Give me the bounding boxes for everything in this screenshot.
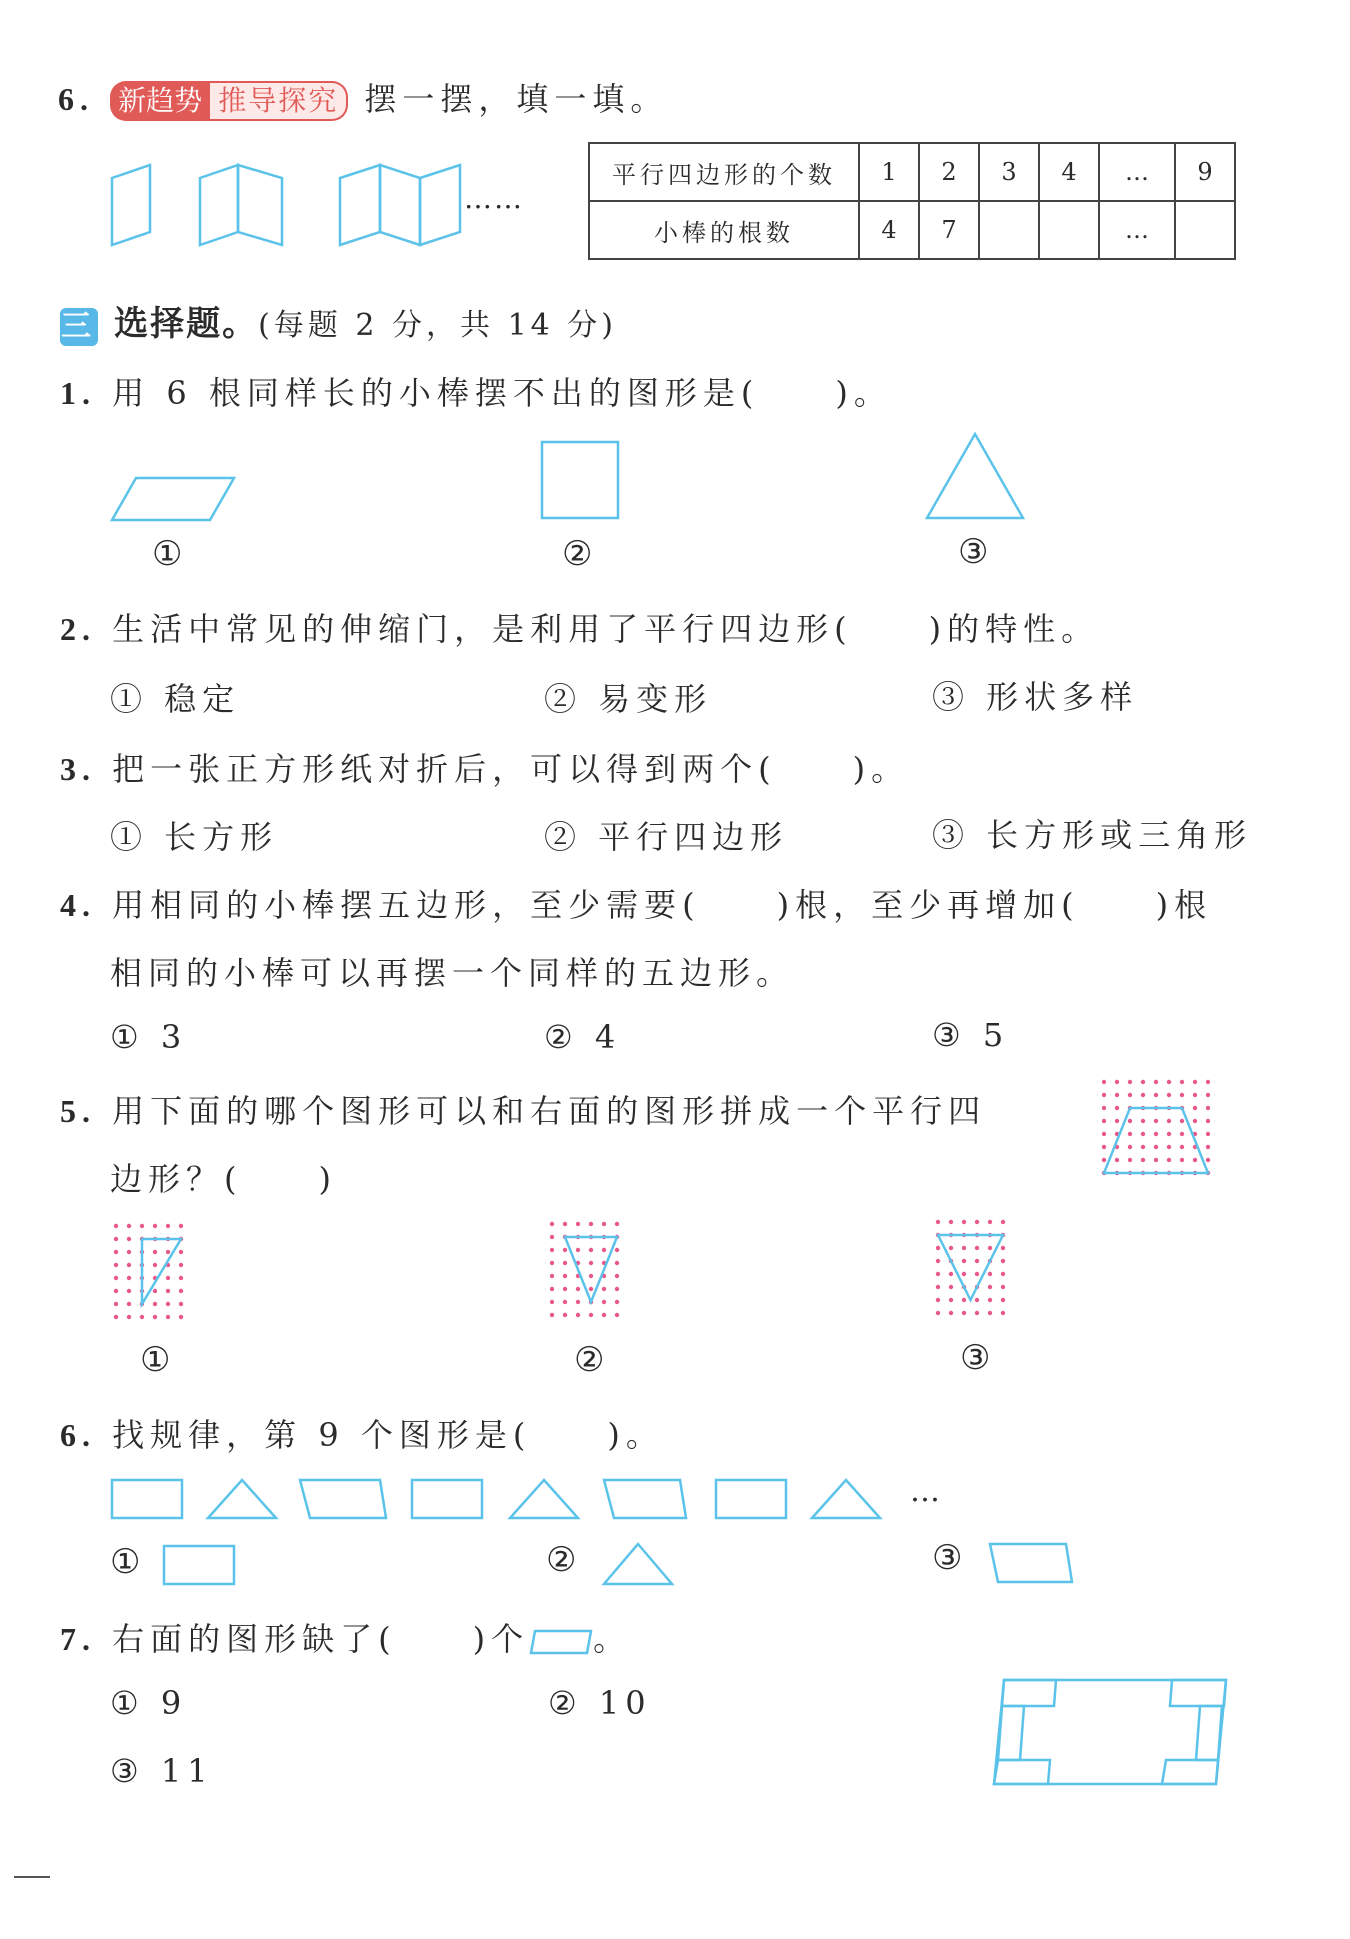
grid-dot bbox=[114, 1224, 118, 1228]
grid-dot bbox=[550, 1261, 554, 1265]
grid-dot bbox=[140, 1315, 144, 1319]
grid-dot bbox=[1154, 1080, 1158, 1084]
grid-dot bbox=[179, 1250, 183, 1254]
grid-dot bbox=[949, 1311, 953, 1315]
grid-dot bbox=[949, 1285, 953, 1289]
option-label[interactable]: ③ bbox=[960, 1338, 991, 1378]
grid-dot bbox=[1102, 1093, 1106, 1097]
grid-dot bbox=[153, 1224, 157, 1228]
grid-dot bbox=[114, 1289, 118, 1293]
small-parallelogram-icon bbox=[529, 1627, 593, 1657]
grid-dot bbox=[962, 1272, 966, 1276]
option[interactable]: ① 长方形 bbox=[110, 818, 279, 856]
option[interactable]: ① 3 bbox=[110, 1018, 188, 1056]
grid-dot bbox=[1154, 1145, 1158, 1149]
grid-dot bbox=[1128, 1119, 1132, 1123]
grid-dot bbox=[1180, 1119, 1184, 1123]
grid-dot bbox=[179, 1315, 183, 1319]
q6-top-line bbox=[58, 74, 668, 121]
grid-dot bbox=[1167, 1080, 1171, 1084]
grid-dot bbox=[114, 1302, 118, 1306]
continuation-dots: … bbox=[910, 1474, 940, 1509]
grid-dot bbox=[153, 1302, 157, 1306]
option[interactable]: ② 4 bbox=[544, 1018, 622, 1056]
grid-dot bbox=[179, 1289, 183, 1293]
grid-dot bbox=[1128, 1080, 1132, 1084]
grid-dot bbox=[1206, 1132, 1210, 1136]
q4-line bbox=[60, 880, 1212, 926]
grid-dot bbox=[1154, 1119, 1158, 1123]
triangle-outline bbox=[565, 1237, 617, 1302]
option[interactable]: ① 稳定 bbox=[110, 680, 241, 718]
grid-dot bbox=[127, 1263, 131, 1267]
grid-dot bbox=[949, 1220, 953, 1224]
grid-dot bbox=[576, 1287, 580, 1291]
grid-dot bbox=[166, 1315, 170, 1319]
grid-dot bbox=[936, 1298, 940, 1302]
grid-dot bbox=[1206, 1145, 1210, 1149]
grid-dot bbox=[962, 1311, 966, 1315]
grid-dot bbox=[1180, 1080, 1184, 1084]
grid-dot bbox=[1102, 1119, 1106, 1123]
grid-dot bbox=[127, 1224, 131, 1228]
question-number: 5. bbox=[60, 1093, 96, 1129]
grid-dot bbox=[179, 1224, 183, 1228]
grid-dot bbox=[1102, 1080, 1106, 1084]
continuation-dots: …… bbox=[464, 182, 524, 215]
grid-dot bbox=[166, 1276, 170, 1280]
grid-dot bbox=[1115, 1158, 1119, 1162]
grid-dot bbox=[1141, 1119, 1145, 1123]
grid-dot bbox=[975, 1272, 979, 1276]
triangle-option-shape bbox=[600, 1542, 676, 1588]
question-number: 1. bbox=[60, 375, 96, 411]
trapezoid-outline bbox=[1104, 1108, 1208, 1173]
grid-dot bbox=[589, 1313, 593, 1317]
grid-dot bbox=[153, 1315, 157, 1319]
grid-dot bbox=[563, 1248, 567, 1252]
grid-dot bbox=[153, 1289, 157, 1293]
grid-dot bbox=[1154, 1093, 1158, 1097]
grid-dot bbox=[550, 1300, 554, 1304]
option-label[interactable]: ① bbox=[152, 534, 183, 574]
grid-dot bbox=[550, 1274, 554, 1278]
grid-dot bbox=[1001, 1272, 1005, 1276]
grid-dot bbox=[1102, 1158, 1106, 1162]
question-text-end: 。 bbox=[593, 1620, 632, 1658]
table-cell: 4 bbox=[1039, 143, 1099, 201]
grid-dot bbox=[563, 1300, 567, 1304]
grid-dot bbox=[936, 1311, 940, 1315]
question-text: 把一张正方形纸对折后，可以得到两个( )。 bbox=[112, 750, 910, 788]
grid-dot bbox=[127, 1237, 131, 1241]
grid-dot bbox=[1102, 1145, 1106, 1149]
grid-dot bbox=[576, 1300, 580, 1304]
grid-dot bbox=[1141, 1145, 1145, 1149]
parallelogram-sequence-figure bbox=[100, 160, 460, 250]
section-header bbox=[60, 296, 617, 346]
grid-dot bbox=[602, 1287, 606, 1291]
grid-dot bbox=[1001, 1298, 1005, 1302]
grid-dot bbox=[1180, 1132, 1184, 1136]
grid-dot bbox=[615, 1222, 619, 1226]
grid-dot bbox=[114, 1237, 118, 1241]
grid-dot bbox=[1193, 1106, 1197, 1110]
grid-dot bbox=[936, 1285, 940, 1289]
question-number: 3. bbox=[60, 751, 96, 787]
table-cell: 9 bbox=[1175, 143, 1235, 201]
grid-dot bbox=[615, 1287, 619, 1291]
question-number: 4. bbox=[60, 887, 96, 923]
trapezoid-dot-grid-figure bbox=[1100, 1078, 1230, 1188]
option-label[interactable]: ② bbox=[546, 1540, 577, 1580]
q2-line bbox=[60, 604, 1099, 650]
grid-dot bbox=[988, 1220, 992, 1224]
new-trend-tag: 新趋势 bbox=[110, 81, 210, 121]
grid-dot bbox=[179, 1276, 183, 1280]
grid-dot bbox=[1115, 1080, 1119, 1084]
grid-dot bbox=[166, 1289, 170, 1293]
q6-line bbox=[60, 1410, 664, 1456]
question-type-tag: 推导探究 bbox=[210, 81, 348, 121]
grid-dot bbox=[1141, 1080, 1145, 1084]
table-cell: 4 bbox=[859, 201, 919, 259]
grid-dot bbox=[988, 1272, 992, 1276]
grid-dot bbox=[179, 1302, 183, 1306]
grid-dot bbox=[975, 1311, 979, 1315]
grid-dot bbox=[179, 1263, 183, 1267]
grid-dot bbox=[1128, 1093, 1132, 1097]
grid-dot bbox=[1128, 1145, 1132, 1149]
table-row-header: 平行四边形的个数 bbox=[589, 143, 859, 201]
grid-dot bbox=[602, 1248, 606, 1252]
question-text: 用下面的哪个图形可以和右面的图形拼成一个平行四 bbox=[112, 1092, 987, 1130]
grid-dot bbox=[936, 1246, 940, 1250]
grid-dot bbox=[550, 1235, 554, 1239]
grid-dot bbox=[550, 1287, 554, 1291]
grid-dot bbox=[1001, 1311, 1005, 1315]
parallelogram-option-shape bbox=[986, 1540, 1076, 1586]
grid-dot bbox=[1167, 1093, 1171, 1097]
grid-dot bbox=[576, 1248, 580, 1252]
grid-dot bbox=[576, 1222, 580, 1226]
q5-line bbox=[60, 1086, 986, 1132]
table-cell: … bbox=[1099, 143, 1175, 201]
question-number: 2. bbox=[60, 611, 96, 647]
grid-dot bbox=[962, 1298, 966, 1302]
isosceles-triangle-dot-grid-option bbox=[548, 1220, 638, 1330]
sticks-table bbox=[588, 142, 1236, 260]
grid-dot bbox=[550, 1222, 554, 1226]
triangle-outline bbox=[938, 1235, 1003, 1300]
table-cell: 2 bbox=[919, 143, 979, 201]
table-answer-cell[interactable] bbox=[1039, 201, 1099, 259]
grid-dot bbox=[962, 1246, 966, 1250]
section-title: 选择题。 bbox=[114, 304, 259, 344]
grid-dot bbox=[1001, 1285, 1005, 1289]
grid-dot bbox=[936, 1220, 940, 1224]
grid-dot bbox=[1193, 1080, 1197, 1084]
grid-dot bbox=[1193, 1158, 1197, 1162]
grid-dot bbox=[589, 1287, 593, 1291]
question-text: 摆一摆，填一填。 bbox=[364, 80, 669, 118]
grid-dot bbox=[153, 1250, 157, 1254]
grid-dot bbox=[1128, 1158, 1132, 1162]
section-note: (每题 2 分，共 14 分) bbox=[258, 308, 617, 343]
option-label[interactable]: ③ bbox=[932, 1538, 963, 1578]
inverted-triangle-dot-grid-option bbox=[934, 1218, 1024, 1328]
question-text: 用 6 根同样长的小棒摆不出的图形是( )。 bbox=[112, 374, 892, 412]
question-text: 用相同的小棒摆五边形，至少需要( )根，至少再增加( )根 bbox=[112, 886, 1213, 924]
grid-dot bbox=[1167, 1145, 1171, 1149]
grid-dot bbox=[166, 1224, 170, 1228]
grid-dot bbox=[1001, 1220, 1005, 1224]
grid-dot bbox=[1102, 1132, 1106, 1136]
grid-dot bbox=[1115, 1106, 1119, 1110]
option[interactable]: ③ 形状多样 bbox=[932, 678, 1139, 716]
grid-dot bbox=[975, 1259, 979, 1263]
page-footer-rule bbox=[14, 1876, 50, 1878]
rectangle-option-shape bbox=[162, 1544, 238, 1588]
grid-dot bbox=[988, 1311, 992, 1315]
grid-dot bbox=[602, 1313, 606, 1317]
q7-line bbox=[60, 1614, 631, 1660]
question-number: 7. bbox=[60, 1621, 96, 1657]
grid-dot bbox=[962, 1220, 966, 1224]
question-number: 6. bbox=[60, 1417, 96, 1453]
grid-dot bbox=[1141, 1132, 1145, 1136]
grid-dot bbox=[563, 1287, 567, 1291]
table-cell: 3 bbox=[979, 143, 1039, 201]
table-answer-cell[interactable] bbox=[979, 201, 1039, 259]
grid-dot bbox=[589, 1222, 593, 1226]
question-number: 6. bbox=[58, 81, 94, 117]
grid-dot bbox=[988, 1298, 992, 1302]
table-row-header: 小棒的根数 bbox=[589, 201, 859, 259]
grid-dot bbox=[166, 1250, 170, 1254]
option[interactable]: ② 10 bbox=[548, 1684, 652, 1722]
grid-dot bbox=[563, 1274, 567, 1278]
grid-dot bbox=[1154, 1158, 1158, 1162]
option-label[interactable]: ① bbox=[110, 1542, 141, 1582]
grid-dot bbox=[576, 1313, 580, 1317]
missing-pieces-frame-figure bbox=[990, 1676, 1230, 1790]
option[interactable]: ③ 11 bbox=[110, 1752, 214, 1790]
grid-dot bbox=[563, 1313, 567, 1317]
grid-dot bbox=[1206, 1158, 1210, 1162]
grid-dot bbox=[1001, 1259, 1005, 1263]
option[interactable]: ② 平行四边形 bbox=[544, 818, 789, 856]
grid-dot bbox=[127, 1276, 131, 1280]
q4-line-2: 相同的小棒可以再摆一个同样的五边形。 bbox=[110, 954, 795, 992]
table-cell: 7 bbox=[919, 201, 979, 259]
grid-dot bbox=[949, 1272, 953, 1276]
grid-dot bbox=[589, 1274, 593, 1278]
grid-dot bbox=[1115, 1093, 1119, 1097]
grid-dot bbox=[949, 1298, 953, 1302]
grid-dot bbox=[127, 1315, 131, 1319]
option-label[interactable]: ② bbox=[574, 1340, 605, 1380]
grid-dot bbox=[1102, 1106, 1106, 1110]
grid-dot bbox=[563, 1222, 567, 1226]
grid-dot bbox=[602, 1222, 606, 1226]
grid-dot bbox=[140, 1224, 144, 1228]
grid-dot bbox=[1206, 1119, 1210, 1123]
square-shape bbox=[540, 440, 620, 520]
grid-dot bbox=[1167, 1119, 1171, 1123]
grid-dot bbox=[1206, 1106, 1210, 1110]
grid-dot bbox=[1180, 1145, 1184, 1149]
q3-line bbox=[60, 744, 909, 790]
option-label[interactable]: ② bbox=[562, 534, 593, 574]
table-cell: … bbox=[1099, 201, 1175, 259]
grid-dot bbox=[114, 1250, 118, 1254]
grid-dot bbox=[1206, 1093, 1210, 1097]
grid-dot bbox=[127, 1250, 131, 1254]
grid-dot bbox=[153, 1263, 157, 1267]
question-text: 生活中常见的伸缩门，是利用了平行四边形( )的特性。 bbox=[112, 610, 1100, 648]
pattern-sequence-figure bbox=[110, 1476, 890, 1524]
grid-dot bbox=[1167, 1132, 1171, 1136]
grid-dot bbox=[1115, 1119, 1119, 1123]
grid-dot bbox=[1001, 1246, 1005, 1250]
grid-dot bbox=[1193, 1093, 1197, 1097]
parallelogram-shape bbox=[110, 476, 240, 522]
grid-dot bbox=[1167, 1158, 1171, 1162]
grid-dot bbox=[1154, 1132, 1158, 1136]
grid-dot bbox=[166, 1302, 170, 1306]
grid-dot bbox=[615, 1261, 619, 1265]
grid-dot bbox=[1180, 1093, 1184, 1097]
grid-dot bbox=[127, 1289, 131, 1293]
grid-dot bbox=[615, 1274, 619, 1278]
option-label[interactable]: ① bbox=[140, 1340, 171, 1380]
grid-dot bbox=[988, 1246, 992, 1250]
grid-dot bbox=[1206, 1080, 1210, 1084]
grid-dot bbox=[1128, 1132, 1132, 1136]
grid-dot bbox=[563, 1261, 567, 1265]
question-text: 找规律，第 9 个图形是( )。 bbox=[112, 1416, 664, 1454]
grid-dot bbox=[589, 1261, 593, 1265]
question-text: 右面的图形缺了( )个 bbox=[112, 1620, 530, 1658]
grid-dot bbox=[975, 1246, 979, 1250]
triangle-shape bbox=[925, 432, 1025, 522]
grid-dot bbox=[127, 1302, 131, 1306]
grid-dot bbox=[589, 1248, 593, 1252]
option[interactable]: ② 易变形 bbox=[544, 680, 713, 718]
grid-dot bbox=[975, 1220, 979, 1224]
grid-dot bbox=[550, 1248, 554, 1252]
grid-dot bbox=[1141, 1093, 1145, 1097]
grid-dot bbox=[114, 1315, 118, 1319]
option-label[interactable]: ③ bbox=[958, 532, 989, 572]
grid-dot bbox=[550, 1313, 554, 1317]
grid-dot bbox=[615, 1300, 619, 1304]
grid-dot bbox=[936, 1259, 940, 1263]
option[interactable]: ③ 长方形或三角形 bbox=[932, 816, 1253, 854]
grid-dot bbox=[962, 1259, 966, 1263]
grid-dot bbox=[114, 1276, 118, 1280]
grid-dot bbox=[1141, 1158, 1145, 1162]
grid-dot bbox=[114, 1263, 118, 1267]
grid-dot bbox=[615, 1313, 619, 1317]
grid-dot bbox=[1180, 1158, 1184, 1162]
option[interactable]: ① 9 bbox=[110, 1684, 188, 1722]
triangle-outline bbox=[142, 1239, 181, 1304]
grid-dot bbox=[615, 1248, 619, 1252]
q5-line-2: 边形？( ) bbox=[110, 1160, 337, 1198]
grid-dot bbox=[602, 1300, 606, 1304]
grid-dot bbox=[936, 1272, 940, 1276]
option[interactable]: ③ 5 bbox=[932, 1016, 1010, 1054]
table-answer-cell[interactable] bbox=[1175, 201, 1235, 259]
grid-dot bbox=[1193, 1119, 1197, 1123]
grid-dot bbox=[988, 1285, 992, 1289]
section-number-icon: 三 bbox=[61, 308, 97, 344]
grid-dot bbox=[949, 1246, 953, 1250]
table-cell: 1 bbox=[859, 143, 919, 201]
q1-line bbox=[60, 368, 892, 414]
right-triangle-dot-grid-option bbox=[112, 1222, 202, 1332]
grid-dot bbox=[975, 1298, 979, 1302]
